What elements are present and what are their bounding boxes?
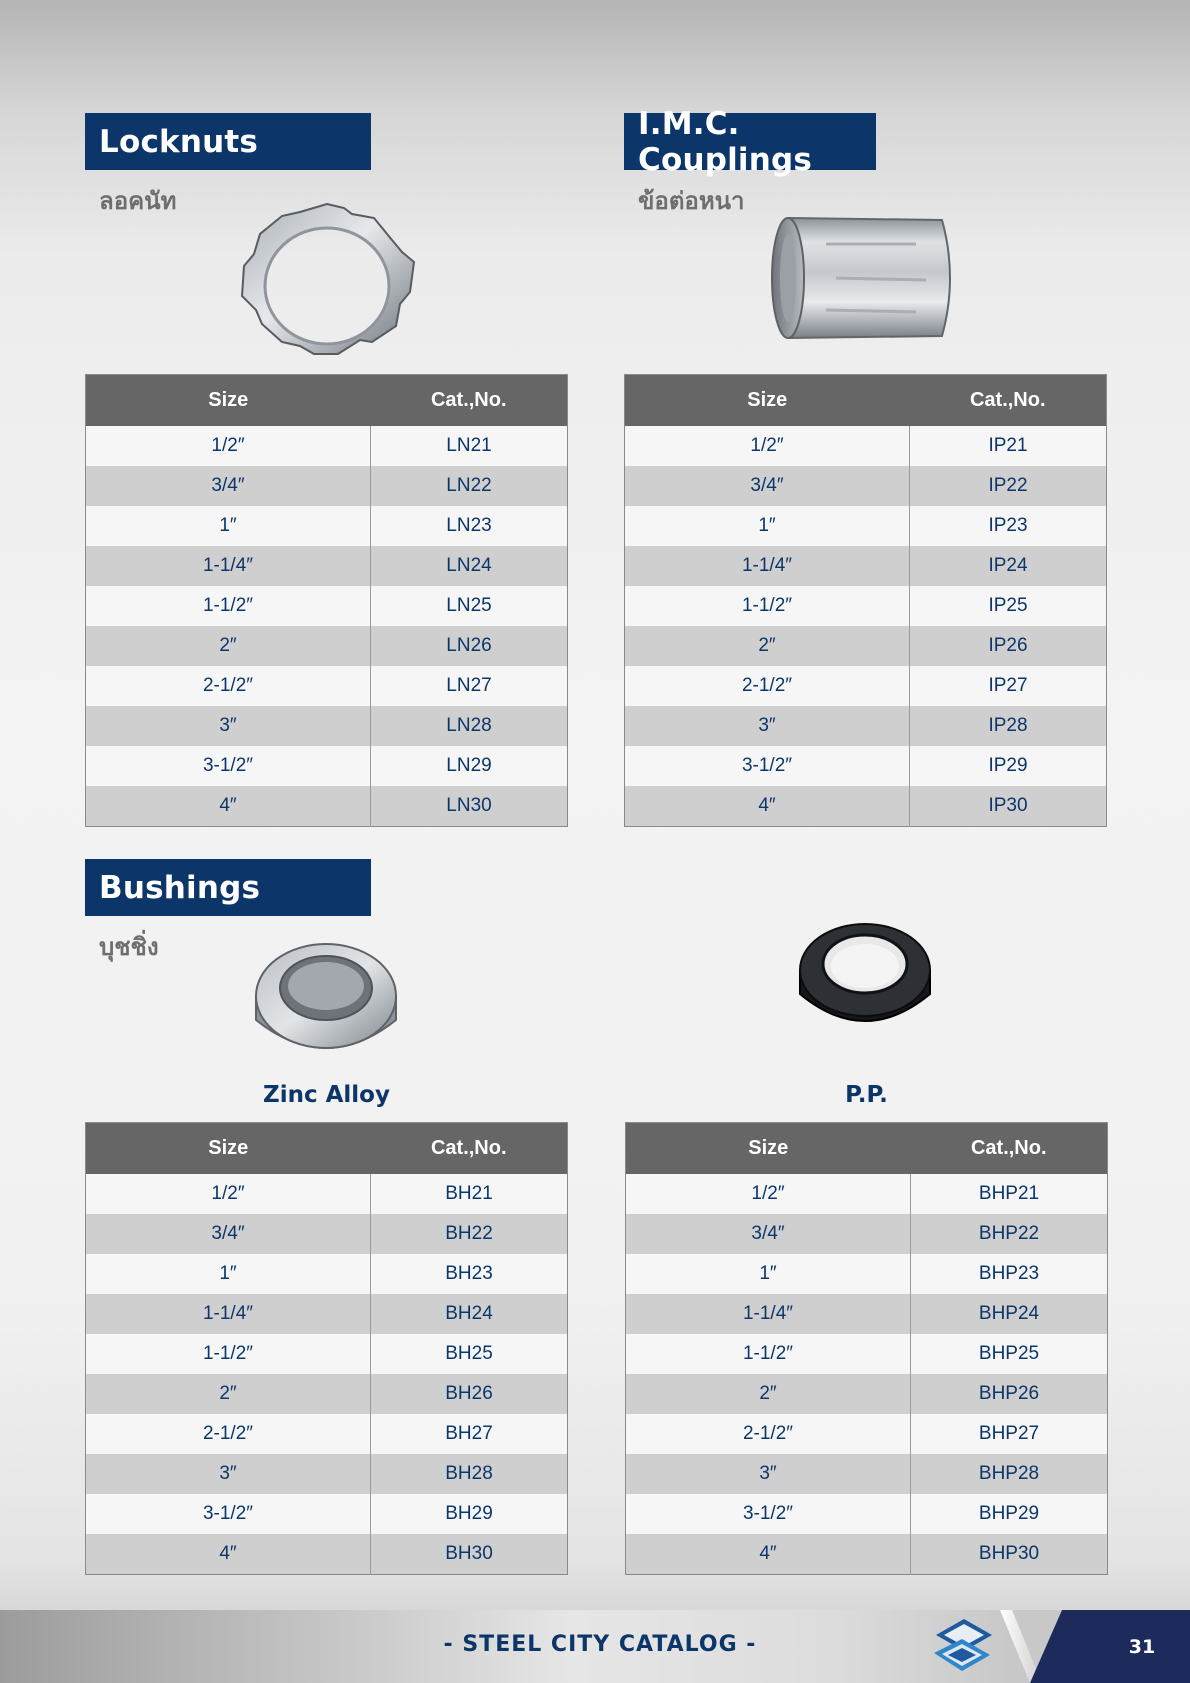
size-cell: 4″ bbox=[626, 1534, 911, 1575]
table-row bbox=[86, 626, 568, 666]
cat-no-cell: IP24 bbox=[910, 546, 1107, 586]
size-cell: 1″ bbox=[625, 506, 910, 546]
cat-no-cell: BH29 bbox=[371, 1494, 568, 1534]
locknuts-thai-label: ลอคนัท bbox=[99, 187, 177, 215]
cat-no-cell: BHP21 bbox=[911, 1174, 1108, 1214]
table-row bbox=[86, 1294, 568, 1334]
table-row bbox=[86, 1174, 568, 1214]
table-row bbox=[86, 466, 568, 506]
size-cell: 1/2″ bbox=[86, 426, 371, 466]
cat-no-cell: LN27 bbox=[371, 666, 568, 706]
steel-city-s-logo-icon bbox=[926, 1615, 1000, 1677]
table-row bbox=[625, 506, 1107, 546]
table-row bbox=[86, 1414, 568, 1454]
cat-no-cell: LN28 bbox=[371, 706, 568, 746]
size-header: Size bbox=[86, 1123, 371, 1175]
cat-no-header: Cat.,No. bbox=[371, 1123, 568, 1175]
table-row bbox=[626, 1494, 1108, 1534]
cat-no-cell: BH22 bbox=[371, 1214, 568, 1254]
cat-no-cell: BHP25 bbox=[911, 1334, 1108, 1374]
table-row bbox=[625, 586, 1107, 626]
size-cell: 1/2″ bbox=[626, 1174, 911, 1214]
cat-no-cell: LN25 bbox=[371, 586, 568, 626]
table-row bbox=[86, 1374, 568, 1414]
locknuts-title: Locknuts bbox=[85, 113, 371, 170]
size-cell: 3/4″ bbox=[86, 466, 371, 506]
cat-no-cell: IP27 bbox=[910, 666, 1107, 706]
cat-no-cell: BHP27 bbox=[911, 1414, 1108, 1454]
table-row bbox=[625, 666, 1107, 706]
bushings-pp-table bbox=[625, 1122, 1108, 1575]
table-header-row bbox=[626, 1123, 1108, 1175]
cat-no-cell: IP30 bbox=[910, 786, 1107, 827]
size-cell: 2-1/2″ bbox=[626, 1414, 911, 1454]
table-row bbox=[86, 1254, 568, 1294]
size-cell: 2-1/2″ bbox=[86, 666, 371, 706]
cat-no-cell: BH21 bbox=[371, 1174, 568, 1214]
size-cell: 3/4″ bbox=[625, 466, 910, 506]
cat-no-cell: LN26 bbox=[371, 626, 568, 666]
size-cell: 2″ bbox=[625, 626, 910, 666]
size-cell: 3-1/2″ bbox=[625, 746, 910, 786]
size-cell: 1-1/2″ bbox=[86, 1334, 371, 1374]
cat-no-header: Cat.,No. bbox=[371, 375, 568, 427]
cat-no-cell: IP22 bbox=[910, 466, 1107, 506]
bushings-thai-label: บุชชิ่ง bbox=[99, 933, 159, 961]
coupling-image bbox=[766, 214, 962, 342]
size-cell: 1″ bbox=[86, 506, 371, 546]
zinc-alloy-label: Zinc Alloy bbox=[263, 1082, 390, 1108]
table-row bbox=[86, 706, 568, 746]
table-row bbox=[86, 666, 568, 706]
cat-no-cell: BH28 bbox=[371, 1454, 568, 1494]
size-header: Size bbox=[625, 375, 910, 427]
table-row bbox=[626, 1174, 1108, 1214]
table-row bbox=[86, 1494, 568, 1534]
table-row bbox=[626, 1214, 1108, 1254]
size-cell: 4″ bbox=[86, 786, 371, 827]
size-cell: 3-1/2″ bbox=[626, 1494, 911, 1534]
cat-no-cell: BH24 bbox=[371, 1294, 568, 1334]
size-cell: 4″ bbox=[625, 786, 910, 827]
cat-no-cell: BHP29 bbox=[911, 1494, 1108, 1534]
table-row bbox=[625, 746, 1107, 786]
table-row bbox=[86, 786, 568, 827]
size-cell: 1/2″ bbox=[86, 1174, 371, 1214]
size-cell: 1-1/4″ bbox=[626, 1294, 911, 1334]
size-cell: 1-1/2″ bbox=[625, 586, 910, 626]
cat-no-cell: BH27 bbox=[371, 1414, 568, 1454]
table-row bbox=[626, 1534, 1108, 1575]
size-cell: 1-1/2″ bbox=[86, 586, 371, 626]
pp-bushing-image bbox=[794, 918, 936, 1044]
size-cell: 1″ bbox=[626, 1254, 911, 1294]
table-row bbox=[625, 426, 1107, 466]
size-cell: 1-1/4″ bbox=[86, 546, 371, 586]
cat-no-cell: LN30 bbox=[371, 786, 568, 827]
size-cell: 1-1/4″ bbox=[625, 546, 910, 586]
table-row bbox=[625, 466, 1107, 506]
cat-no-cell: BHP30 bbox=[911, 1534, 1108, 1575]
size-header: Size bbox=[86, 375, 371, 427]
cat-no-cell: IP26 bbox=[910, 626, 1107, 666]
size-cell: 3″ bbox=[86, 706, 371, 746]
size-cell: 3/4″ bbox=[86, 1214, 371, 1254]
table-row bbox=[86, 586, 568, 626]
size-cell: 1/2″ bbox=[625, 426, 910, 466]
cat-no-cell: BH30 bbox=[371, 1534, 568, 1575]
cat-no-cell: BH25 bbox=[371, 1334, 568, 1374]
cat-no-header: Cat.,No. bbox=[911, 1123, 1108, 1175]
cat-no-cell: BHP22 bbox=[911, 1214, 1108, 1254]
zinc-bushing-image bbox=[250, 938, 402, 1068]
couplings-thai-label: ข้อต่อหนา bbox=[638, 187, 745, 215]
cat-no-cell: LN29 bbox=[371, 746, 568, 786]
size-header: Size bbox=[626, 1123, 911, 1175]
table-row bbox=[626, 1454, 1108, 1494]
table-row bbox=[625, 706, 1107, 746]
locknuts-table bbox=[85, 374, 568, 827]
table-row bbox=[86, 1214, 568, 1254]
table-row bbox=[86, 426, 568, 466]
table-row bbox=[626, 1374, 1108, 1414]
bushings-zinc-table bbox=[85, 1122, 568, 1575]
cat-no-cell: LN23 bbox=[371, 506, 568, 546]
table-row bbox=[626, 1334, 1108, 1374]
couplings-table bbox=[624, 374, 1107, 827]
table-row bbox=[626, 1294, 1108, 1334]
bushings-title: Bushings bbox=[85, 859, 371, 916]
size-cell: 2″ bbox=[86, 626, 371, 666]
cat-no-cell: LN21 bbox=[371, 426, 568, 466]
table-row bbox=[626, 1414, 1108, 1454]
couplings-title: I.M.C. Couplings bbox=[624, 113, 876, 170]
table-row bbox=[625, 786, 1107, 827]
size-cell: 3-1/2″ bbox=[86, 746, 371, 786]
table-row bbox=[86, 1454, 568, 1494]
locknut-image bbox=[234, 200, 420, 358]
table-row bbox=[86, 546, 568, 586]
table-header-row bbox=[86, 1123, 568, 1175]
cat-no-cell: BH26 bbox=[371, 1374, 568, 1414]
table-row bbox=[626, 1254, 1108, 1294]
size-cell: 3″ bbox=[86, 1454, 371, 1494]
cat-no-cell: IP23 bbox=[910, 506, 1107, 546]
cat-no-cell: BHP26 bbox=[911, 1374, 1108, 1414]
size-cell: 2-1/2″ bbox=[86, 1414, 371, 1454]
cat-no-cell: BHP23 bbox=[911, 1254, 1108, 1294]
cat-no-cell: BHP28 bbox=[911, 1454, 1108, 1494]
cat-no-cell: IP21 bbox=[910, 426, 1107, 466]
table-header-row bbox=[625, 375, 1107, 427]
size-cell: 4″ bbox=[86, 1534, 371, 1575]
cat-no-header: Cat.,No. bbox=[910, 375, 1107, 427]
size-cell: 1-1/2″ bbox=[626, 1334, 911, 1374]
size-cell: 3″ bbox=[626, 1454, 911, 1494]
size-cell: 3/4″ bbox=[626, 1214, 911, 1254]
table-row bbox=[86, 1534, 568, 1575]
size-cell: 3-1/2″ bbox=[86, 1494, 371, 1534]
cat-no-cell: BHP24 bbox=[911, 1294, 1108, 1334]
table-row bbox=[86, 746, 568, 786]
size-cell: 1-1/4″ bbox=[86, 1294, 371, 1334]
table-row bbox=[625, 626, 1107, 666]
footer-bar bbox=[0, 1610, 1190, 1683]
cat-no-cell: IP29 bbox=[910, 746, 1107, 786]
table-row bbox=[86, 1334, 568, 1374]
cat-no-cell: IP28 bbox=[910, 706, 1107, 746]
cat-no-cell: LN24 bbox=[371, 546, 568, 586]
cat-no-cell: IP25 bbox=[910, 586, 1107, 626]
cat-no-cell: BH23 bbox=[371, 1254, 568, 1294]
table-row bbox=[86, 506, 568, 546]
footer-title: - STEEL CITY CATALOG - bbox=[443, 1632, 757, 1657]
table-row bbox=[625, 546, 1107, 586]
cat-no-cell: LN22 bbox=[371, 466, 568, 506]
pp-label: P.P. bbox=[845, 1082, 888, 1108]
size-cell: 2-1/2″ bbox=[625, 666, 910, 706]
page-number: 31 bbox=[1128, 1635, 1156, 1658]
size-cell: 2″ bbox=[86, 1374, 371, 1414]
size-cell: 2″ bbox=[626, 1374, 911, 1414]
size-cell: 3″ bbox=[625, 706, 910, 746]
size-cell: 1″ bbox=[86, 1254, 371, 1294]
table-header-row bbox=[86, 375, 568, 427]
